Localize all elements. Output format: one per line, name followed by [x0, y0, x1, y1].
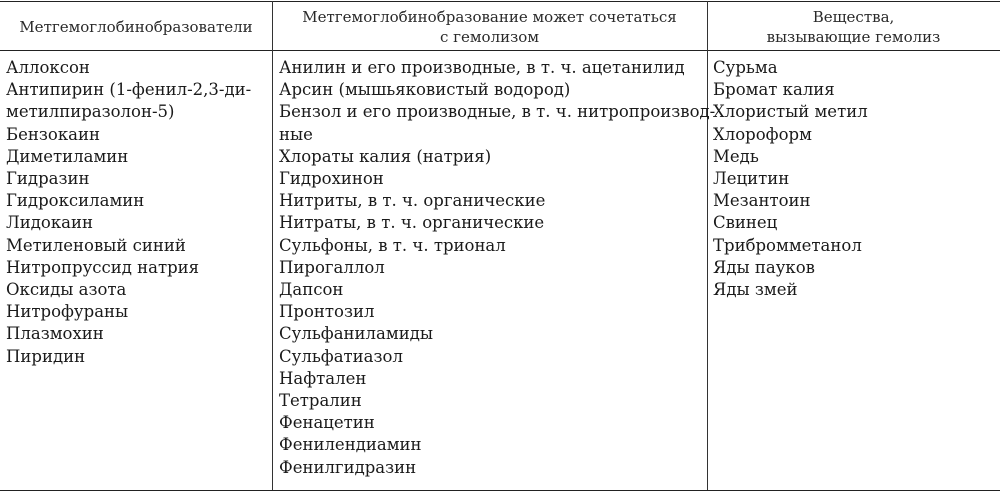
list-item: Яды пауков	[713, 257, 815, 277]
list-item: Плазмохин	[6, 324, 104, 344]
table-top-rule	[0, 1, 1000, 2]
list-item: Диметиламин	[6, 146, 129, 166]
list-item: Хлористый метил	[713, 102, 868, 122]
list-item: Гидроксиламин	[6, 191, 145, 211]
list-item: Свинец	[713, 213, 778, 233]
column-divider-2	[707, 1, 708, 490]
list-item: Пронтозил	[279, 302, 375, 322]
list-item: Лецитин	[713, 169, 790, 189]
list-item: Фенилендиамин	[279, 435, 422, 455]
list-item: Бензол и его производные, в т. ч. нитропроизвод-	[279, 102, 716, 122]
list-item: Нитрофураны	[6, 302, 129, 322]
list-item: Сульфаниламиды	[279, 324, 433, 344]
list-item: Антипирин (1-фенил-2,3-ди-	[6, 80, 252, 100]
list-item: Хлороформ	[713, 124, 812, 144]
header-methemoglobin-formers: Метгемоглобинобразователи	[19, 18, 253, 36]
list-item: Фенилгидразин	[279, 457, 417, 477]
column-methemoglobin-with-hemolysis	[279, 57, 716, 479]
list-item: Мезантоин	[713, 191, 811, 211]
list-item: Нитропруссид натрия	[6, 257, 200, 277]
column-divider-1	[272, 1, 273, 490]
list-item: Яды змей	[713, 280, 798, 300]
list-item: Нафтален	[279, 368, 367, 388]
list-item: Лидокаин	[6, 213, 94, 233]
list-item: Аллоксон	[6, 58, 90, 77]
list-item: Гидразин	[6, 169, 90, 189]
header-separator-rule	[0, 50, 1000, 51]
column-hemolysis-agents	[713, 57, 995, 301]
list-item: Гидрохинон	[279, 169, 384, 189]
header-methemoglobin-with-hemolysis: Метгемоглобинобразование может сочетаться с гемолизом	[302, 8, 677, 46]
list-item: Пирогаллол	[279, 257, 385, 277]
list-item: Дапсон	[279, 280, 344, 300]
column-methemoglobin-formers	[6, 57, 268, 368]
list-item: метилпиразолон-5)	[6, 102, 175, 122]
list-item: Сурьма	[713, 58, 778, 77]
list-item: Анилин и его производные, в т. ч. ацетанилид	[279, 58, 685, 77]
list-item: ные	[279, 124, 313, 144]
list-item: Бензокаин	[6, 124, 100, 144]
list-item: Медь	[713, 146, 759, 166]
table-bottom-rule	[0, 490, 1000, 491]
list-item: Оксиды азота	[6, 280, 127, 300]
list-item: Трибромметанол	[713, 235, 862, 255]
header-hemolysis-agents: Вещества, вызывающие гемолиз	[766, 8, 941, 46]
list-item: Тетралин	[279, 391, 362, 411]
list-item: Бромат калия	[713, 80, 835, 100]
list-item: Сульфоны, в т. ч. трионал	[279, 235, 506, 255]
list-item: Фенацетин	[279, 413, 375, 433]
list-item: Нитриты, в т. ч. органические	[279, 191, 546, 211]
list-item: Пиридин	[6, 346, 86, 366]
list-item: Сульфатиазол	[279, 346, 403, 366]
list-item: Метиленовый синий	[6, 235, 186, 255]
list-item: Арсин (мышьяковистый водород)	[279, 80, 571, 100]
list-item: Хлораты калия (натрия)	[279, 146, 492, 166]
list-item: Нитраты, в т. ч. органические	[279, 213, 545, 233]
